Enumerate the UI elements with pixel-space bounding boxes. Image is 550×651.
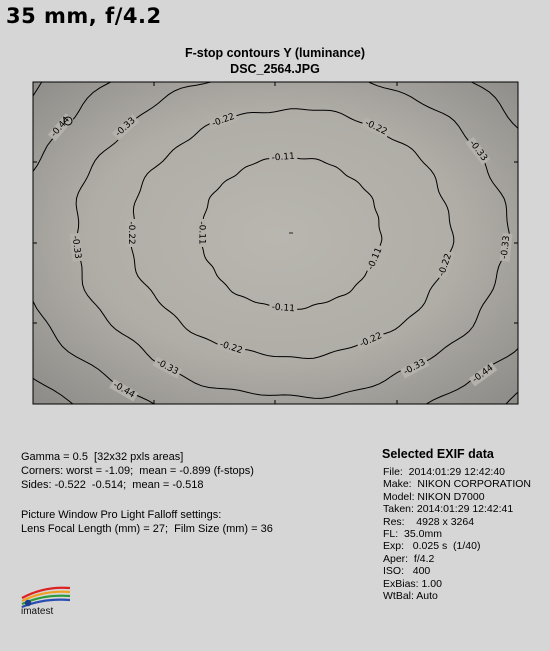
contour-label-group [126, 219, 136, 247]
exif-row: ISO: 400 [383, 565, 431, 578]
contour-label: -0.33 [466, 138, 489, 164]
contour-label: -0.44 [49, 115, 73, 140]
contour-label: -0.11 [366, 246, 385, 272]
imatest-logo-text: imatest [21, 606, 54, 617]
gamma-info: Gamma = 0.5 [32x32 pxls areas] [21, 451, 184, 463]
exif-row: Res: 4928 x 3264 [383, 515, 475, 528]
contour-label: -0.22 [363, 118, 389, 138]
pw-settings-title: Picture Window Pro Light Falloff settings: [21, 509, 222, 521]
contour-label: -0.44 [470, 363, 496, 386]
contour-label: -0.22 [358, 331, 384, 350]
contour-label: -0.33 [113, 115, 138, 139]
exif-row: ExBias: 1.00 [383, 577, 442, 590]
contour-label: -0.22 [125, 221, 136, 245]
contour-label-group [269, 302, 298, 314]
contour-label: -0.22 [210, 111, 237, 130]
exif-title: Selected EXIF data [382, 447, 494, 461]
contour-label: -0.33 [499, 235, 513, 260]
exif-row: Make: NIKON CORPORATION [383, 478, 531, 491]
exif-row: Model: NIKON D7000 [383, 490, 485, 503]
page-heading: 35 mm, f/4.2 [6, 4, 162, 28]
exif-row: Aper: f/4.2 [383, 552, 435, 565]
exif-row: Exp: 0.025 s (1/40) [383, 540, 481, 553]
contour-label: -0.33 [154, 357, 180, 378]
contour-label: -0.11 [196, 221, 207, 245]
contour-label-group [269, 152, 298, 164]
contour-label: -0.33 [402, 357, 428, 378]
chart-subtitle: DSC_2564.JPG [230, 62, 320, 76]
contour-label: -0.11 [271, 151, 296, 164]
sides-info: Sides: -0.522 -0.514; mean = -0.518 [21, 479, 204, 491]
plot-area [33, 82, 518, 404]
contour-label: -0.11 [271, 302, 296, 315]
chart-title: F-stop contours Y (luminance) [184, 46, 366, 60]
exif-row: File: 2014:01:29 12:42:40 [383, 466, 506, 478]
exif-row: WtBal: Auto [383, 590, 438, 602]
contour-label: -0.33 [69, 235, 83, 260]
pw-settings-values: Lens Focal Length (mm) = 27; Film Size (mm) = 36 [21, 523, 273, 535]
exif-row: Taken: 2014:01:29 12:42:41 [383, 503, 514, 516]
contour-label: -0.44 [111, 380, 137, 401]
contour-label: -0.22 [437, 252, 455, 278]
contour-label: -0.22 [218, 339, 244, 357]
contour-label-group [196, 219, 206, 247]
exif-row: FL: 35.0mm [383, 528, 442, 540]
corners-info: Corners: worst = -1.09; mean = -0.899 (f-stops) [21, 465, 254, 477]
